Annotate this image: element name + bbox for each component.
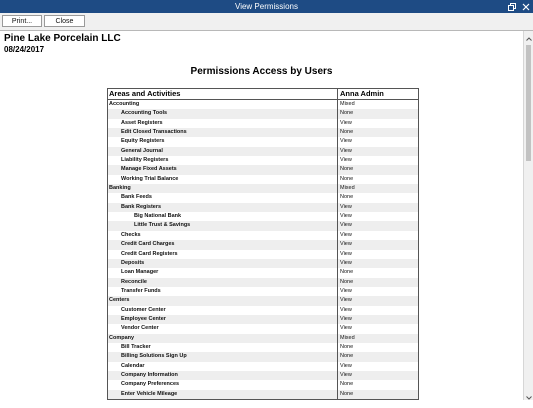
permission-value: View (337, 156, 418, 165)
table-row (108, 212, 418, 221)
table-row (108, 343, 418, 352)
table-row (108, 165, 418, 174)
table-row (108, 240, 418, 249)
table-row (108, 334, 418, 343)
permission-value: None (337, 352, 418, 361)
area-label: Company Preferences (121, 381, 180, 388)
restore-icon[interactable] (508, 3, 516, 11)
area-label: Centers (109, 297, 130, 304)
table-row (108, 268, 418, 277)
permission-value: View (337, 371, 418, 380)
table-row (108, 119, 418, 128)
table-row (108, 287, 418, 296)
table-row (108, 128, 418, 137)
table-row (108, 147, 418, 156)
permission-value: View (337, 119, 418, 128)
permission-value: None (337, 268, 418, 277)
table-row (108, 296, 418, 305)
table-body (108, 100, 418, 399)
permission-value: None (337, 128, 418, 137)
permission-value: View (337, 137, 418, 146)
area-label: General Journal (121, 147, 163, 154)
area-label: Big National Bank (134, 213, 182, 220)
table-row (108, 109, 418, 118)
column-header-areas: Areas and Activities (109, 89, 181, 98)
permission-value: Mixed (337, 100, 418, 109)
area-label: Asset Registers (121, 119, 163, 126)
toolbar (0, 13, 533, 31)
permission-value: View (337, 203, 418, 212)
table-row (108, 137, 418, 146)
area-label: Bill Tracker (121, 343, 151, 350)
permission-value: View (337, 259, 418, 268)
permission-value: None (337, 165, 418, 174)
area-label: Reconcile (121, 278, 147, 285)
area-label: Working Trial Balance (121, 175, 179, 182)
table-row (108, 352, 418, 361)
print-button[interactable]: Print... (2, 15, 42, 27)
table-row (108, 231, 418, 240)
area-label: Accounting Tools (121, 110, 168, 117)
area-label: Liability Registers (121, 157, 169, 164)
permission-value: None (337, 343, 418, 352)
close-window-icon[interactable] (522, 3, 530, 11)
report-title: Permissions Access by Users (190, 66, 333, 77)
permission-value: View (337, 240, 418, 249)
table-row (108, 203, 418, 212)
table-row (108, 184, 418, 193)
permission-value: View (337, 324, 418, 333)
area-label: Calendar (121, 362, 145, 369)
scroll-thumb[interactable] (526, 45, 531, 161)
table-row (108, 380, 418, 389)
area-label: Accounting (109, 101, 140, 107)
column-header-user: Anna Admin (337, 89, 418, 99)
table-row (108, 390, 418, 399)
table-row (108, 259, 418, 268)
area-label: Bank Feeds (121, 194, 152, 201)
area-label: Deposits (121, 259, 145, 266)
scroll-up-icon[interactable] (524, 31, 533, 41)
area-label: Bank Registers (121, 203, 162, 210)
area-label: Employee Center (121, 315, 166, 322)
permission-value: View (337, 221, 418, 230)
scroll-down-icon[interactable] (524, 390, 533, 400)
area-label: Transfer Funds (121, 287, 161, 294)
report-view (0, 31, 523, 400)
window-title: View Permissions (235, 2, 298, 11)
permission-value: Mixed (337, 184, 418, 193)
area-label: Little Trust & Savings (134, 222, 191, 229)
area-label: Credit Card Charges (121, 241, 175, 248)
close-button[interactable]: Close (44, 15, 85, 27)
company-name: Pine Lake Porcelain LLC (4, 33, 121, 44)
vertical-scrollbar[interactable] (523, 31, 533, 400)
area-label: Equity Registers (121, 138, 165, 145)
permission-value: None (337, 175, 418, 184)
table-row (108, 221, 418, 230)
area-label: Banking (109, 185, 131, 192)
table-row (108, 362, 418, 371)
table-row (108, 306, 418, 315)
area-label: Edit Closed Transactions (121, 129, 187, 136)
permission-value: None (337, 109, 418, 118)
table-row (108, 278, 418, 287)
permission-value: View (337, 287, 418, 296)
title-bar (0, 0, 533, 13)
permission-value: Mixed (337, 334, 418, 343)
permission-value: None (337, 380, 418, 389)
permissions-table (107, 88, 419, 400)
area-label: Company Information (121, 371, 178, 378)
area-label: Manage Fixed Assets (121, 166, 177, 173)
permission-value: View (337, 315, 418, 324)
area-label: Enter Vehicle Mileage (121, 390, 178, 397)
permission-value: View (337, 296, 418, 305)
area-label: Credit Card Registers (121, 250, 178, 257)
permission-value: View (337, 250, 418, 259)
permission-value: View (337, 212, 418, 221)
table-header (108, 89, 418, 100)
table-row (108, 156, 418, 165)
permission-value: View (337, 231, 418, 240)
permission-value: None (337, 390, 418, 399)
permission-value: None (337, 193, 418, 202)
area-label: Loan Manager (121, 269, 159, 276)
permission-value: View (337, 147, 418, 156)
table-row (108, 315, 418, 324)
permission-value: View (337, 362, 418, 371)
table-row (108, 371, 418, 380)
report-date: 08/24/2017 (4, 45, 45, 54)
area-label: Checks (121, 231, 141, 238)
area-label: Billing Solutions Sign Up (121, 353, 187, 360)
table-row (108, 100, 418, 109)
table-row (108, 193, 418, 202)
table-row (108, 324, 418, 333)
area-label: Company (109, 334, 135, 341)
area-label: Customer Center (121, 306, 166, 313)
permission-value: View (337, 306, 418, 315)
table-row (108, 250, 418, 259)
permission-value: None (337, 278, 418, 287)
table-row (108, 175, 418, 184)
area-label: Vendor Center (121, 325, 159, 332)
